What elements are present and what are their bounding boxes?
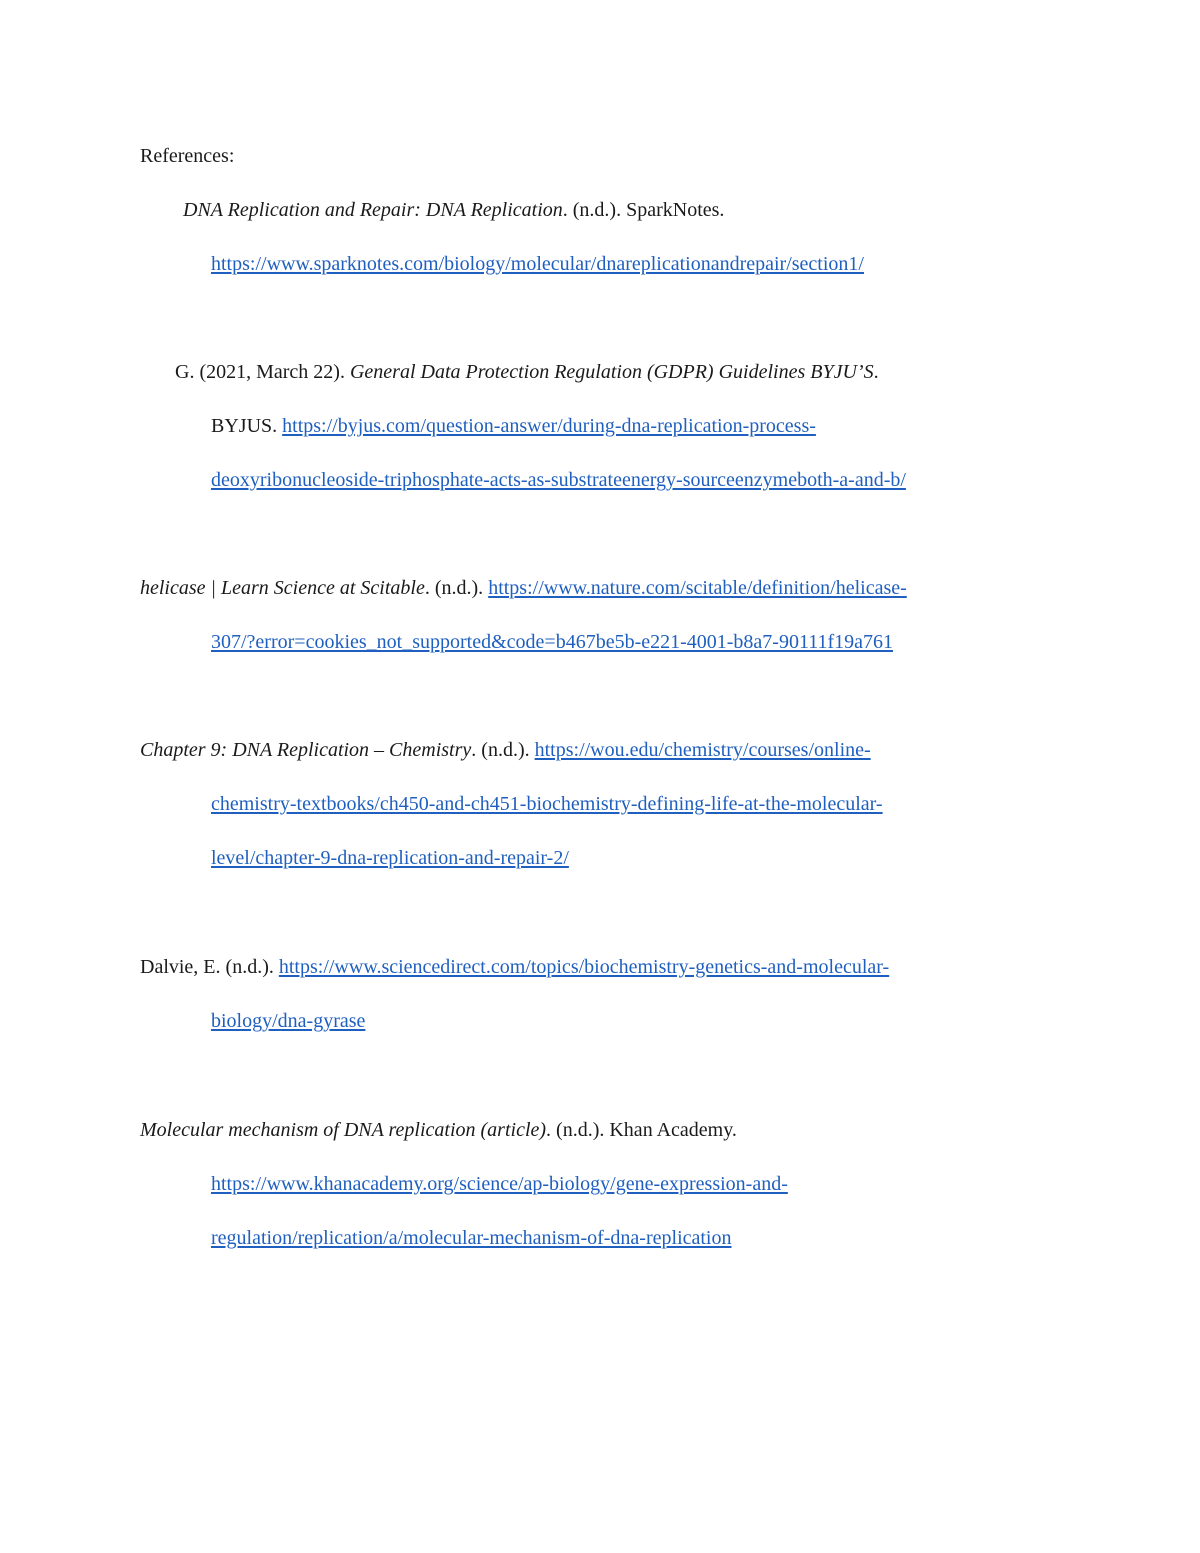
reference-4-citation — [140, 736, 871, 764]
reference-6-citation — [140, 1116, 737, 1144]
reference-2-publisher: BYJUS. — [211, 415, 283, 437]
references-heading: References: — [140, 145, 235, 167]
reference-3-citation — [140, 574, 907, 602]
reference-6-url-line-1 — [211, 1170, 788, 1198]
reference-1-citation — [183, 196, 724, 224]
reference-5-link-continued[interactable]: biology/dna-gyrase — [211, 1010, 366, 1032]
reference-6-link-continued[interactable]: regulation/replication/a/molecular-mechanism-of-dna-replication — [211, 1227, 732, 1249]
reference-1-link[interactable]: https://www.sparknotes.com/biology/molecular/dnareplicationandrepair/section1/ — [211, 253, 864, 275]
reference-4-url-line-3 — [211, 844, 569, 872]
reference-2-link-continued[interactable]: deoxyribonucleoside-triphosphate-acts-as-substrateenergy-sourceenzymeboth-a-and-b/ — [211, 469, 906, 491]
reference-4-link[interactable]: https://wou.edu/chemistry/courses/online- — [534, 739, 871, 761]
reference-5-link[interactable]: https://www.sciencedirect.com/topics/biochemistry-genetics-and-molecular- — [278, 956, 890, 978]
reference-4-link-continued[interactable]: chemistry-textbooks/ch450-and-ch451-biochemistry-defining-life-at-the-molecular- — [211, 793, 883, 815]
reference-2-link[interactable]: https://byjus.com/question-answer/during-dna-replication-process- — [282, 415, 816, 437]
reference-3-details: . (n.d.). — [424, 577, 489, 599]
reference-4-url-line-2 — [211, 790, 883, 818]
reference-2-url-line-2 — [211, 466, 906, 494]
reference-1-url-line-1 — [211, 250, 864, 278]
reference-5-url-line-2 — [211, 1007, 365, 1035]
reference-6-details: . (n.d.). Khan Academy. — [546, 1119, 737, 1141]
reference-6-title: Molecular mechanism of DNA replication (article) — [140, 1119, 547, 1141]
reference-1-title: DNA Replication and Repair: DNA Replication — [183, 199, 563, 221]
reference-6-link[interactable]: https://www.khanacademy.org/science/ap-biology/gene-expression-and- — [211, 1173, 788, 1195]
reference-2-citation — [175, 358, 879, 386]
reference-4-details: . (n.d.). — [471, 739, 535, 761]
reference-3-link[interactable]: https://www.nature.com/scitable/definition/helicase- — [488, 577, 907, 599]
reference-3-url-line-2 — [211, 628, 893, 656]
reference-2-url-line-1 — [211, 412, 816, 440]
reference-4-title: Chapter 9: DNA Replication – Chemistry — [140, 739, 472, 761]
reference-6-url-line-2 — [211, 1224, 732, 1252]
reference-3-link-continued[interactable]: 307/?error=cookies_not_supported&code=b467be5b-e221-4001-b8a7-90111f19a761 — [211, 631, 894, 653]
reference-2-author-date: G. (2021, March 22). — [175, 361, 350, 383]
reference-5-citation — [140, 953, 889, 981]
reference-2-details: . — [873, 361, 879, 383]
reference-4-link-continued-2[interactable]: level/chapter-9-dna-replication-and-repair-2/ — [211, 847, 569, 869]
reference-3-title: helicase | Learn Science at Scitable — [140, 577, 425, 599]
reference-1-details: . (n.d.). SparkNotes. — [562, 199, 725, 221]
reference-5-author-date: Dalvie, E. (n.d.). — [140, 956, 279, 978]
reference-2-title: General Data Protection Regulation (GDPR) Guidelines BYJU’S — [349, 361, 874, 383]
